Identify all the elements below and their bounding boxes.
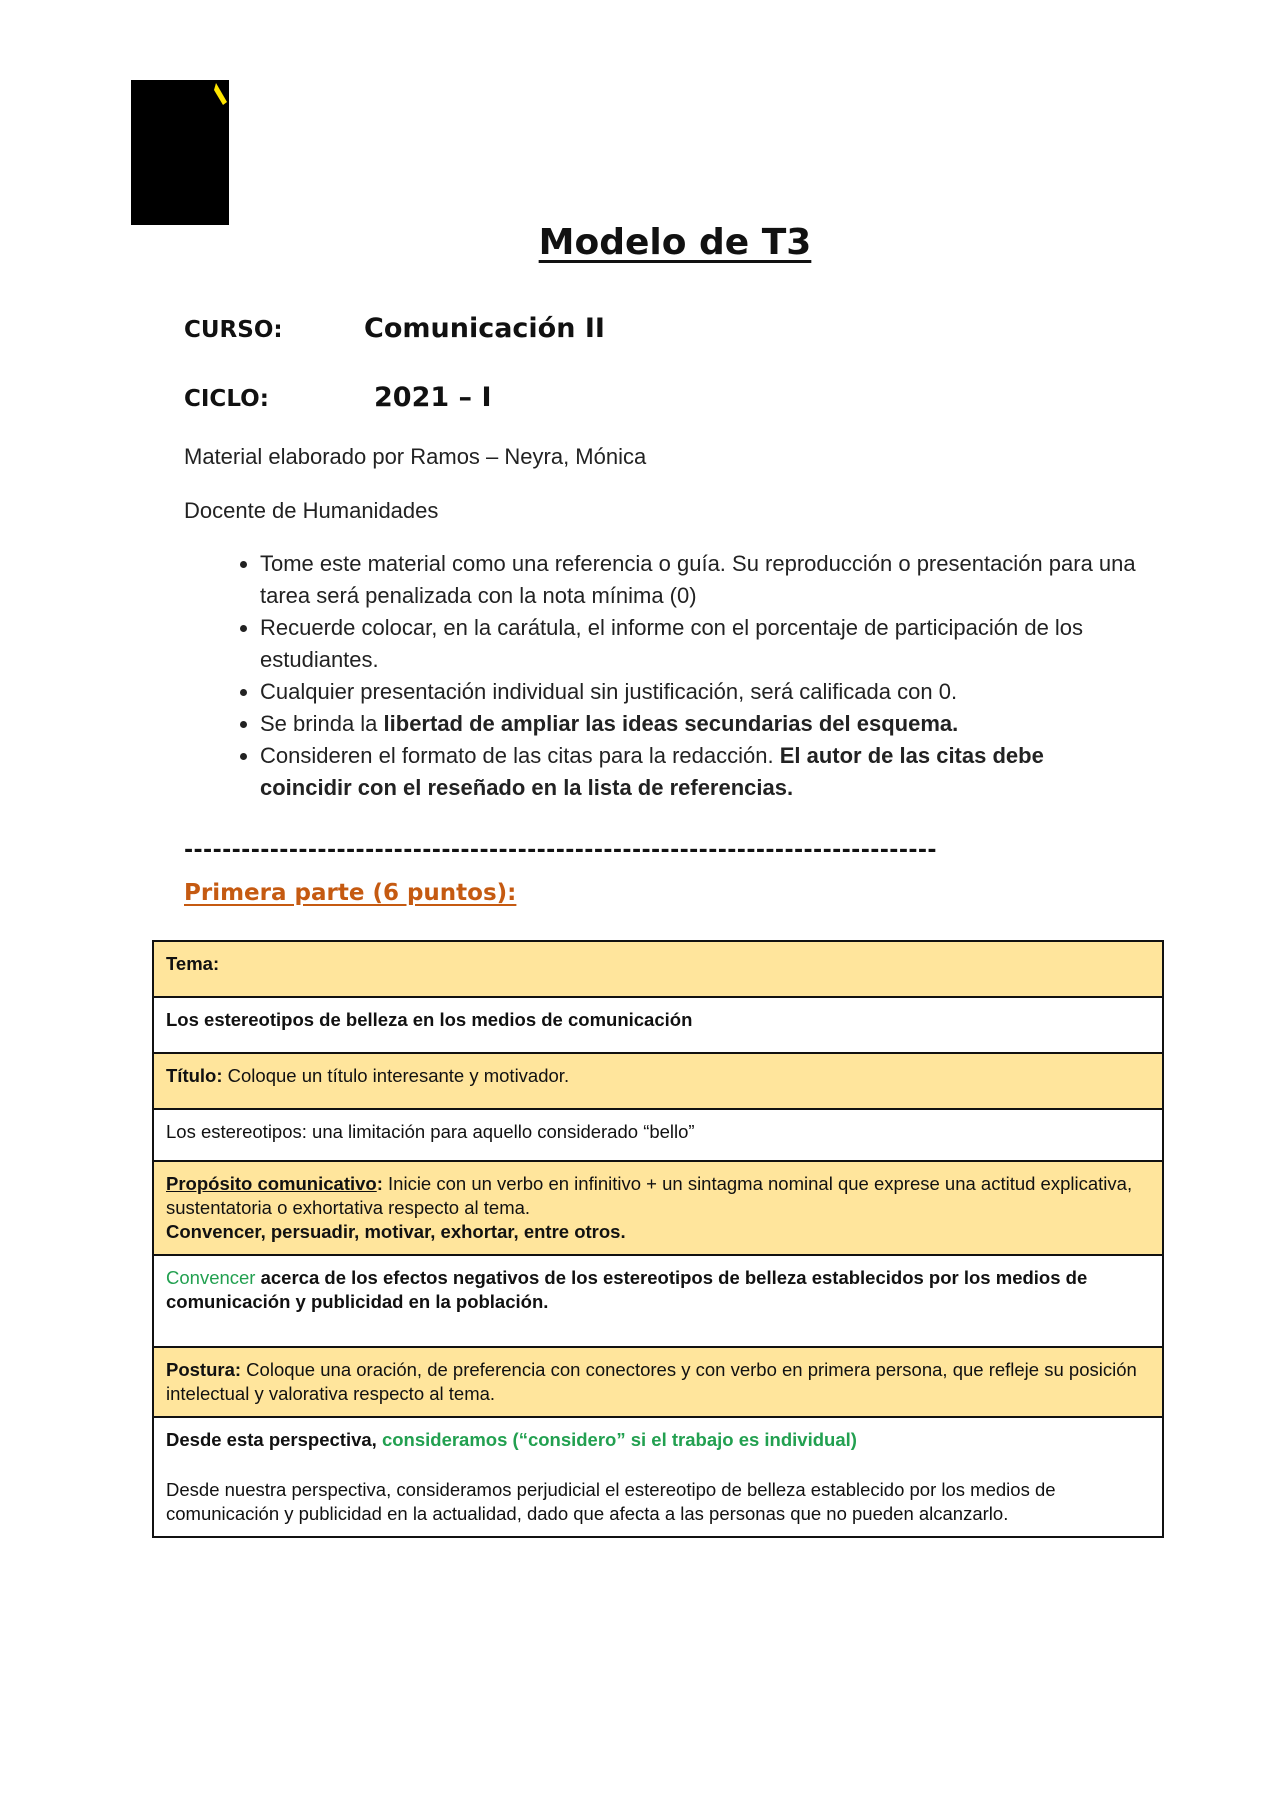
curso-label: CURSO:	[184, 317, 283, 343]
table-row	[153, 1161, 1163, 1255]
yellow-tick-icon	[131, 80, 229, 225]
ciclo-label: CICLO:	[184, 386, 269, 412]
proposito-value-cell: Convencer acerca de los efectos negativos de los estereotipos de belleza establecidos por los medios de comunicación y publicidad en la población.	[153, 1255, 1163, 1347]
instruction-item: • Cualquier presentación individual sin justificación, será calificada con 0.	[260, 676, 1140, 708]
divider: -------------------------------------------------------------------------------	[184, 838, 937, 863]
curso-value: Comunicación II	[364, 313, 605, 344]
table-row	[153, 941, 1163, 997]
author-line: Material elaborado por Ramos – Neyra, Mónica	[184, 444, 647, 469]
page-title: Modelo de T3	[538, 222, 812, 263]
instruction-item: • Se brinda la libertad de ampliar las ideas secundarias del esquema.	[260, 708, 1140, 740]
proposito-label-cell: Propósito comunicativo: Inicie con un verbo en infinitivo + un sintagma nominal que exprese una actitud explicativa, sustentatoria o exhortativa respecto al tema. Convencer, persuadir, motivar, exhortar, entre otros.	[153, 1161, 1163, 1255]
tema-label-cell: Tema:	[153, 941, 1163, 997]
instruction-list	[220, 548, 1140, 804]
table-row	[153, 1347, 1163, 1417]
model-table	[152, 940, 1164, 1538]
instruction-item: • Consideren el formato de las citas para la redacción. El autor de las citas debe coincidir con el reseñado en la lista de referencias.	[260, 740, 1140, 804]
ciclo-value: 2021 – I	[374, 382, 492, 413]
logo	[131, 80, 229, 225]
table-row	[153, 1109, 1163, 1161]
table-row	[153, 1053, 1163, 1109]
postura-value-cell: Desde esta perspectiva, consideramos (“considero” si el trabajo es individual) Desde nuestra perspectiva, consideramos perjudicial el estereotipo de belleza establecido por los medios de comunicación y publicidad en la actualidad, dado que afecta a las personas que no pueden alcanzarlo.	[153, 1417, 1163, 1537]
tema-value-cell: Los estereotipos de belleza en los medios de comunicación	[153, 997, 1163, 1053]
table-row	[153, 997, 1163, 1053]
postura-label-cell: Postura: Coloque una oración, de preferencia con conectores y con verbo en primera persona, que refleje su posición intelectual y valorativa respecto al tema.	[153, 1347, 1163, 1417]
instruction-item: • Tome este material como una referencia o guía. Su reproducción o presentación para una tarea será penalizada con la nota mínima (0)	[260, 548, 1140, 612]
titulo-label-cell: Título: Coloque un título interesante y motivador.	[153, 1053, 1163, 1109]
section-title: Primera parte (6 puntos):	[184, 880, 517, 906]
titulo-value-cell: Los estereotipos: una limitación para aquello considerado “bello”	[153, 1109, 1163, 1161]
instruction-item: • Recuerde colocar, en la carátula, el informe con el porcentaje de participación de los estudiantes.	[260, 612, 1140, 676]
role-line: Docente de Humanidades	[184, 498, 439, 523]
table-row	[153, 1417, 1163, 1537]
table-row	[153, 1255, 1163, 1347]
